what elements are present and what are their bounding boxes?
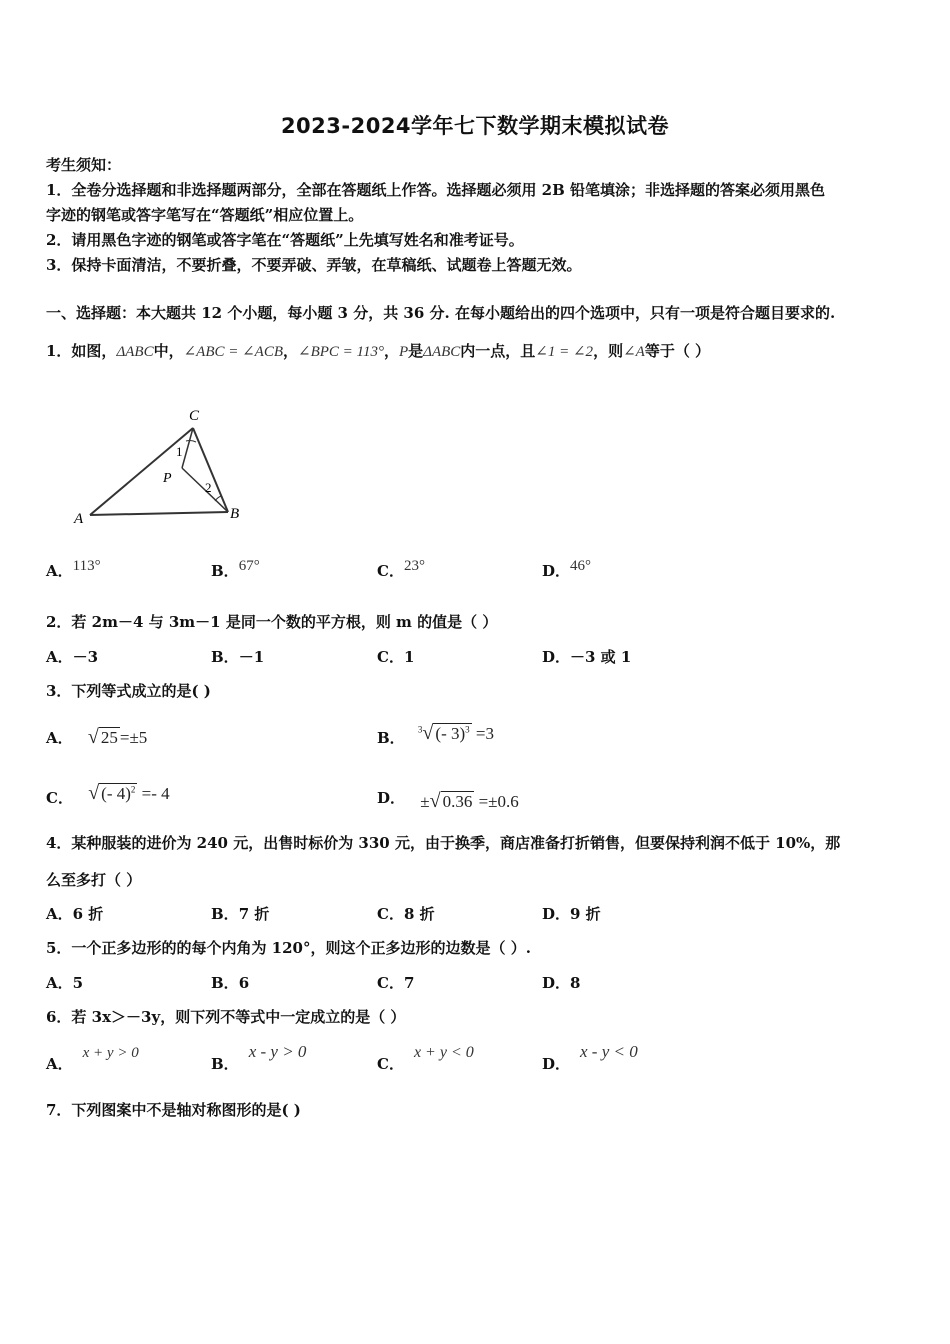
q6-option-a[interactable]: A．x + y > 0 bbox=[46, 1045, 139, 1073]
question-2-stem: 2．若 2m－4 与 3m－1 是同一个数的平方根，则 m 的值是（ ） bbox=[46, 613, 498, 631]
question-5-stem: 5．一个正多边形的的每个内角为 120°，则这个正多边形的边数是（ ）. bbox=[46, 939, 531, 957]
side-ac bbox=[90, 428, 193, 515]
q3-option-d[interactable]: D． ±√ 0.36 =±0.6 bbox=[377, 789, 519, 812]
section-heading: 一、选择题：本大题共 12 个小题，每小题 3 分，共 36 分. 在每小题给出的四个选项中，只有一项是符合题目要求的. bbox=[46, 304, 836, 322]
vertex-b-label: B bbox=[230, 506, 240, 522]
angle-2-label: 2 bbox=[205, 480, 212, 495]
q3-option-c[interactable]: C． √ (- 4)$^2$ =- 4 bbox=[46, 782, 170, 807]
q1-option-c[interactable]: C．23° bbox=[377, 558, 425, 580]
segment-cp bbox=[182, 428, 193, 468]
notice-heading: 考生须知： bbox=[46, 156, 122, 174]
question-4-stem-line-2: 么至多打（ ） bbox=[46, 871, 142, 889]
triangle-figure bbox=[60, 395, 260, 530]
notice-line-3: 3．保持卡面清洁，不要折叠，不要弄破、弄皱，在草稿纸、试题卷上答题无效。 bbox=[46, 256, 582, 274]
angle-1-arc bbox=[186, 441, 196, 442]
question-1-stem: 1．如图，ΔABC中，∠ABC = ∠ACB，∠BPC = 113°，P是ΔABC内一点，且∠1 = ∠2，则∠A等于（ ） bbox=[46, 342, 711, 360]
vertex-c-label: C bbox=[189, 408, 200, 424]
side-ab bbox=[90, 512, 228, 515]
q6-option-d[interactable]: D．x - y < 0 bbox=[542, 1042, 638, 1073]
q1-option-b[interactable]: B．67° bbox=[211, 558, 260, 580]
vertex-a-label: A bbox=[74, 511, 84, 527]
q2-option-a[interactable]: A．－3 bbox=[46, 648, 99, 666]
q4-option-c[interactable]: C．8 折 bbox=[377, 905, 435, 923]
question-7-stem: 7．下列图案中不是轴对称图形的是( ) bbox=[46, 1101, 301, 1119]
q5-option-b[interactable]: B．6 bbox=[211, 974, 250, 992]
q2-option-c[interactable]: C．1 bbox=[377, 648, 415, 666]
q4-option-b[interactable]: B．7 折 bbox=[211, 905, 270, 923]
q5-option-a[interactable]: A．5 bbox=[46, 974, 84, 992]
q5-option-d[interactable]: D．8 bbox=[542, 974, 581, 992]
q3-option-a[interactable]: A． √ 25 =±5 bbox=[46, 726, 148, 748]
question-3-stem: 3．下列等式成立的是( ) bbox=[46, 682, 211, 700]
q1-option-d[interactable]: D．46° bbox=[542, 558, 592, 580]
side-bc bbox=[193, 428, 228, 512]
notice-line-2: 2．请用黑色字迹的钢笔或答字笔在“答题纸”上先填写姓名和准考证号。 bbox=[46, 231, 524, 249]
notice-line-1a: 1．全卷分选择题和非选择题两部分，全部在答题纸上作答。选择题必须用 2B 铅笔填涂；非选择题的答案必须用黑色 bbox=[46, 181, 826, 199]
angle-2-arc bbox=[215, 496, 221, 501]
question-6-stem: 6．若 3x＞－3y，则下列不等式中一定成立的是（ ） bbox=[46, 1008, 406, 1026]
page-title: 2023-2024学年七下数学期末模拟试卷 bbox=[280, 114, 670, 138]
q6-option-c[interactable]: C．x + y < 0 bbox=[377, 1044, 474, 1073]
q5-option-c[interactable]: C．7 bbox=[377, 974, 415, 992]
q1-option-a[interactable]: A．113° bbox=[46, 558, 101, 580]
notice-line-1b: 字迹的钢笔或答字笔写在“答题纸”相应位置上。 bbox=[46, 206, 364, 224]
q3-option-b[interactable]: B． $^3$√ (- 3)$^3$ =3 bbox=[377, 722, 494, 747]
q2-option-b[interactable]: B．－1 bbox=[211, 648, 265, 666]
q4-option-a[interactable]: A．6 折 bbox=[46, 905, 104, 923]
point-p-label: P bbox=[163, 471, 172, 486]
question-4-stem-line-1: 4．某种服装的进价为 240 元，出售时标价为 330 元，由于换季，商店准备打折销售，但要保持利润不低于 10%，那 bbox=[46, 834, 841, 852]
q6-option-b[interactable]: B．x - y > 0 bbox=[211, 1042, 307, 1073]
q4-option-d[interactable]: D．9 折 bbox=[542, 905, 601, 923]
angle-1-label: 1 bbox=[176, 444, 183, 459]
q2-option-d[interactable]: D．－3 或 1 bbox=[542, 648, 632, 666]
